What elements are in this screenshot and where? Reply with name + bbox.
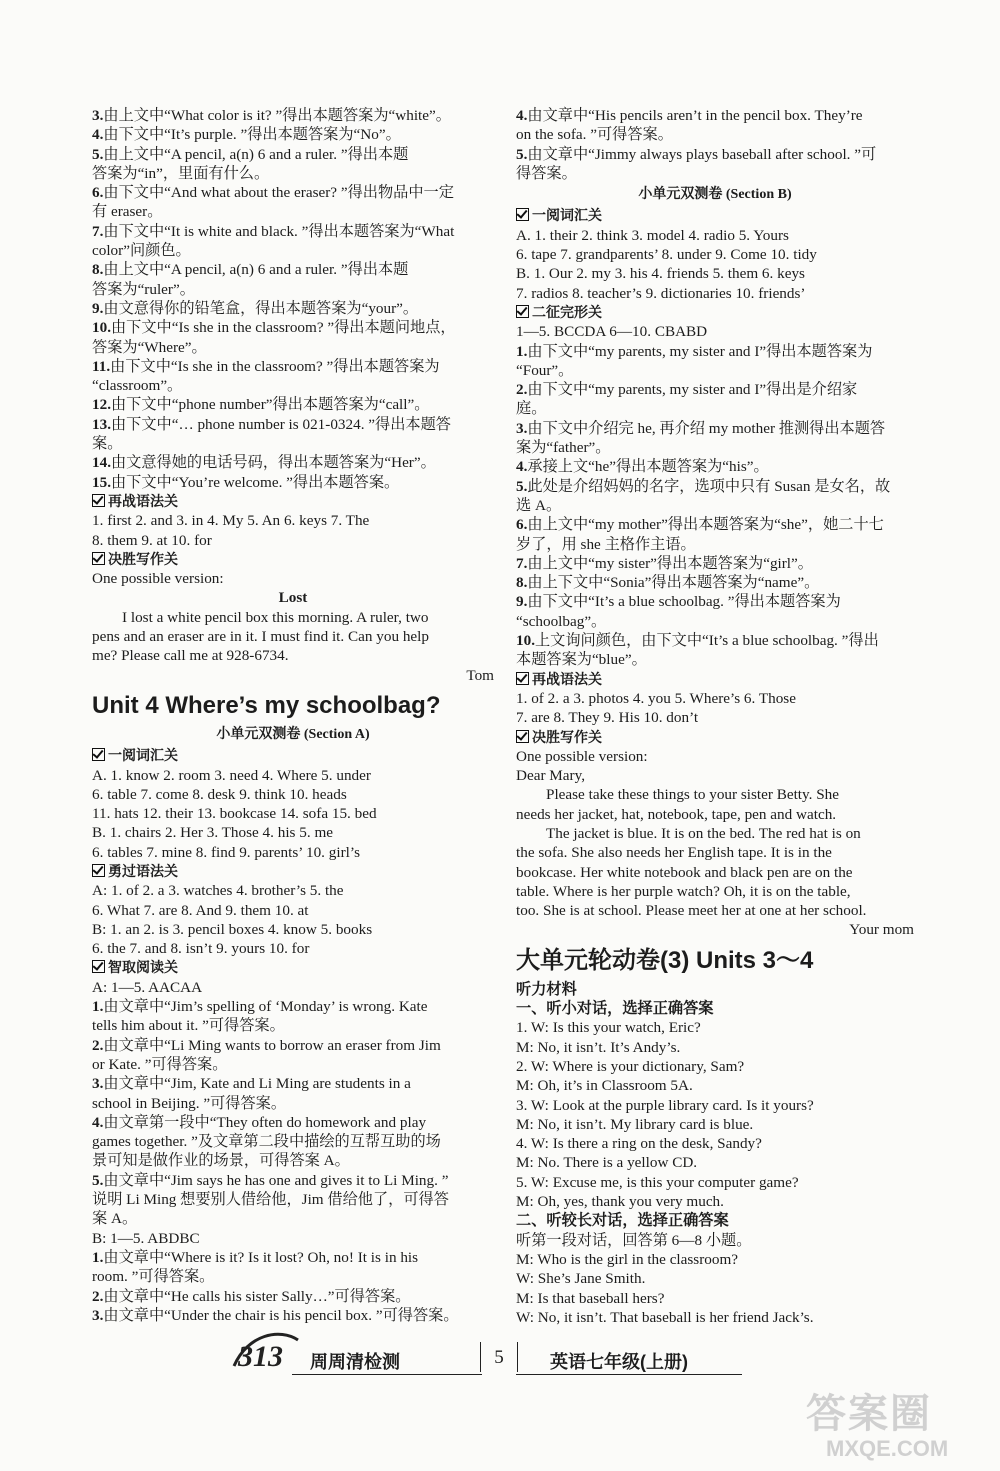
text-line: needs her jacket, hat, notebook, tape, pen and watch. bbox=[516, 805, 837, 823]
text-line: A: 1. of 2. a 3. watches 4. brother’s 5. the bbox=[92, 882, 344, 900]
text-line: “classroom”。 bbox=[92, 377, 183, 395]
item-number: 2. bbox=[92, 1036, 104, 1054]
item-text: 由文章中“His pencils aren’t in the pencil box. They’re bbox=[527, 107, 863, 124]
checkbox-icon bbox=[92, 864, 105, 877]
section-heading-text: 二征完形关 bbox=[532, 303, 602, 320]
text-line: 案。 bbox=[92, 435, 123, 453]
text-line: 6. tables 7. mine 8. find 9. parents’ 10. girl’s bbox=[92, 843, 360, 861]
text-line: M: Is that baseball hers? bbox=[516, 1289, 665, 1307]
item-text: 由文章中“Jimmy always plays baseball after school. ”可 bbox=[527, 145, 877, 163]
section-heading bbox=[92, 492, 494, 511]
item-text: 由下文中“… phone number is 021-0324. ”得出本题答 bbox=[110, 415, 451, 433]
text-line: 答案为“Where”。 bbox=[92, 338, 207, 356]
item-number: 2. bbox=[516, 381, 528, 399]
text-line: pens and an eraser are in it. I must find it. Can you help bbox=[92, 628, 429, 646]
item-text: 由下文中“Is she in the classroom? ”得出本题答案为 bbox=[110, 357, 440, 375]
text-line: 选 A。 bbox=[516, 496, 562, 514]
text-line: B: 1. an 2. is 3. pencil boxes 4. know 5. books bbox=[92, 920, 373, 938]
text-line: 听第一段对话，回答第 6—8 小题。 bbox=[516, 1231, 752, 1249]
text-line: too. She is at school. Please meet her at one at her school. bbox=[516, 902, 867, 920]
text-line: 5. W: Excuse me, is this your computer game? bbox=[516, 1173, 799, 1191]
text-line: color”问颜色。 bbox=[92, 242, 191, 260]
item-number: 2. bbox=[92, 1287, 104, 1305]
text-line bbox=[516, 573, 914, 592]
section-heading bbox=[92, 958, 494, 977]
item-number: 4. bbox=[92, 126, 104, 144]
logo-text: 313 bbox=[238, 1340, 283, 1373]
item-text: 由文章中“Jim, Kate and Li Ming are students in a bbox=[103, 1075, 411, 1093]
item-number: 6. bbox=[92, 184, 104, 202]
text-line: M: No, it isn’t. It’s Andy’s. bbox=[516, 1038, 681, 1056]
text-line bbox=[92, 473, 494, 492]
text-line bbox=[92, 299, 494, 318]
text-line: B. 1. chairs 2. Her 3. Those 4. his 5. me bbox=[92, 824, 333, 842]
item-text: 由上下文中“Sonia”得出本题答案为“name”。 bbox=[527, 574, 820, 592]
checkbox-icon bbox=[92, 494, 105, 507]
item-number: 1. bbox=[92, 1248, 104, 1266]
text-line bbox=[92, 1248, 494, 1267]
item-text: 承接上文“he”得出本题答案为“his”。 bbox=[527, 458, 769, 476]
checkbox-icon bbox=[92, 960, 105, 973]
checkbox-icon bbox=[92, 552, 105, 565]
item-number: 1. bbox=[516, 342, 528, 360]
item-text: 由文章中“Jim says he has one and gives it to Li Ming. ” bbox=[103, 1171, 449, 1189]
footer-right-label: 英语七年级(上册) bbox=[550, 1352, 688, 1372]
item-number: 3. bbox=[92, 1306, 104, 1324]
section-heading-text: 一阅词汇关 bbox=[108, 747, 178, 764]
text-line bbox=[92, 125, 494, 144]
text-line: B. 1. Our 2. my 3. his 4. friends 5. them 6. keys bbox=[516, 265, 805, 283]
signature: Your mom bbox=[849, 921, 914, 939]
item-number: 10. bbox=[516, 632, 535, 650]
text-line: One possible version: bbox=[516, 747, 648, 765]
item-text: 由文章中“Under the chair is his pencil box. ”可得答案。 bbox=[103, 1306, 459, 1324]
item-text: 由下文中“phone number”得出本题答案为“call”。 bbox=[110, 396, 430, 414]
text-line bbox=[92, 1171, 494, 1190]
item-number: 10. bbox=[92, 319, 111, 337]
item-number: 12. bbox=[92, 396, 111, 414]
text-line bbox=[516, 477, 914, 496]
text-line: M: No, it isn’t. My library card is blue. bbox=[516, 1115, 754, 1133]
text-line: 7. radios 8. teacher’s 9. dictionaries 10. friends’ bbox=[516, 284, 806, 302]
text-line: 有 eraser。 bbox=[92, 203, 163, 221]
text-line: on the sofa. ”可得答案。 bbox=[516, 126, 673, 144]
text-line: W: She’s Jane Smith. bbox=[516, 1270, 646, 1288]
text-line bbox=[92, 106, 494, 125]
text-line bbox=[516, 631, 914, 650]
text-line: One possible version: bbox=[92, 570, 224, 588]
text-line: 答案为“ruler”。 bbox=[92, 280, 195, 298]
item-text: 由下文中“And what about the eraser? ”得出物品中一定 bbox=[103, 184, 454, 202]
item-number: 4. bbox=[516, 458, 528, 476]
item-number: 3. bbox=[516, 419, 528, 437]
text-line: or Kate. ”可得答案。 bbox=[92, 1055, 228, 1073]
text-line bbox=[516, 380, 914, 399]
item-number: 7. bbox=[92, 222, 104, 240]
item-number: 4. bbox=[516, 107, 528, 124]
item-text: 由下文中“Is she in the classroom? ”得出本题问地点， bbox=[110, 319, 456, 337]
item-text: 由文章第一段中“They often do homework and play bbox=[103, 1113, 427, 1131]
text-line: 本题答案为“blue”。 bbox=[516, 651, 647, 669]
text-line: A. 1. their 2. think 3. model 4. radio 5. Yours bbox=[516, 226, 789, 244]
left-column bbox=[92, 106, 494, 1325]
text-line: B: 1—5. ABDBC bbox=[92, 1229, 200, 1247]
logo-313-icon bbox=[228, 1326, 302, 1378]
item-text: 由上文中“A pencil, a(n) 6 and a ruler. ”得出本题 bbox=[103, 261, 409, 279]
item-number: 13. bbox=[92, 415, 111, 433]
text-line bbox=[516, 554, 914, 573]
page-footer bbox=[232, 1338, 752, 1382]
text-line: 说明 Li Ming 想要别人借给他，Jim 借给他了，可得答 bbox=[92, 1191, 449, 1209]
section-heading bbox=[516, 728, 914, 747]
checkbox-icon bbox=[516, 305, 529, 318]
signature: Tom bbox=[466, 666, 494, 684]
text-line: 1. first 2. and 3. in 4. My 5. An 6. keys 7. The bbox=[92, 512, 370, 530]
text-line bbox=[92, 997, 494, 1016]
item-text: 由文章中“Jim’s spelling of ‘Monday’ is wrong. Kate bbox=[103, 998, 428, 1016]
item-number: 9. bbox=[516, 593, 528, 611]
item-number: 11. bbox=[92, 357, 111, 375]
watermark-line2: MXQE.COM bbox=[826, 1436, 949, 1461]
unit-title: 大单元轮动卷(3) Units 3～4 bbox=[516, 946, 814, 974]
text-line bbox=[92, 1113, 494, 1132]
section-heading bbox=[92, 550, 494, 569]
text-line bbox=[92, 1036, 494, 1055]
text-line: games together. ”及文章第二段中描绘的互帮互助的场 bbox=[92, 1133, 441, 1151]
item-text: 由上文中“A pencil, a(n) 6 and a ruler. ”得出本题 bbox=[103, 145, 409, 163]
text-line: 1. W: Is this your watch, Eric? bbox=[516, 1019, 701, 1037]
text-line bbox=[92, 318, 494, 337]
footer-rule-left bbox=[292, 1374, 482, 1375]
text-line: M: Who is the girl in the classroom? bbox=[516, 1250, 739, 1268]
text-line: 案为“father”。 bbox=[516, 439, 611, 457]
item-text: 上文询问颜色，由下文中“It’s a blue schoolbag. ”得出 bbox=[534, 632, 879, 650]
item-text: 由下文中“You’re welcome. ”得出本题答案。 bbox=[110, 473, 400, 491]
text-line: W: No, it isn’t. That baseball is her friend Jack’s. bbox=[516, 1308, 814, 1326]
checkbox-icon bbox=[516, 672, 529, 685]
text-line: 案 A。 bbox=[92, 1210, 138, 1228]
text-line: 2. W: Where is your dictionary, Sam? bbox=[516, 1057, 745, 1075]
text-line: the sofa. She also needs her English tape. It is in the bbox=[516, 844, 832, 862]
checkbox-icon bbox=[92, 748, 105, 761]
checkbox-icon bbox=[516, 730, 529, 743]
text-line: A: 1—5. AACAA bbox=[92, 978, 203, 996]
footer-rule-right bbox=[516, 1374, 742, 1375]
text-line: M: Oh, it’s in Classroom 5A. bbox=[516, 1077, 693, 1095]
text-line bbox=[516, 592, 914, 611]
item-number: 1. bbox=[92, 998, 104, 1016]
item-number: 3. bbox=[92, 1075, 104, 1093]
text-line: 6. table 7. come 8. desk 9. think 10. heads bbox=[92, 785, 347, 803]
section-heading bbox=[516, 670, 914, 689]
section-heading bbox=[92, 746, 494, 765]
text-line: room. ”可得答案。 bbox=[92, 1268, 215, 1286]
text-line: M: Oh, yes, thank you very much. bbox=[516, 1193, 724, 1211]
text-line: A. 1. know 2. room 3. need 4. Where 5. under bbox=[92, 766, 371, 784]
text-line: The jacket is blue. It is on the bed. The red hat is on bbox=[546, 824, 861, 842]
text-line bbox=[516, 145, 914, 164]
item-number: 8. bbox=[516, 574, 528, 592]
section-heading-text: 一阅词汇关 bbox=[532, 207, 602, 224]
text-line: 得答案。 bbox=[516, 164, 577, 182]
item-number: 8. bbox=[92, 261, 104, 279]
text-line: tells him about it. ”可得答案。 bbox=[92, 1017, 285, 1035]
text-line: Please take these things to your sister Betty. She bbox=[546, 786, 840, 804]
sub-title: 小单元双测卷 (Section B) bbox=[638, 187, 792, 203]
watermark-line1: 答案圈 bbox=[806, 1392, 932, 1436]
text-line: 11. hats 12. their 13. bookcase 14. sofa 15. bed bbox=[92, 805, 377, 823]
item-text: 由文意得你的铅笔盒，得出本题答案为“your”。 bbox=[103, 299, 419, 317]
text-line: “Four”。 bbox=[516, 361, 574, 379]
text-line: 岁了，用 she 主格作主语。 bbox=[516, 535, 696, 553]
unit-title: Unit 4 Where’s my schoolbag? bbox=[92, 691, 441, 719]
item-text: 由下文中“my parents, my sister and I”得出是介绍家 bbox=[527, 381, 858, 399]
text-line: 6. the 7. and 8. isn’t 9. yours 10. for bbox=[92, 940, 310, 958]
bold-line: 听力材料 bbox=[516, 980, 577, 998]
text-line: 1—5. BCCDA 6—10. CBABD bbox=[516, 323, 708, 341]
item-number: 3. bbox=[92, 107, 104, 124]
text-line bbox=[92, 1287, 494, 1306]
item-number: 5. bbox=[92, 1171, 104, 1189]
text-line bbox=[516, 419, 914, 438]
text-line bbox=[92, 395, 494, 414]
text-line: 6. tape 7. grandparents’ 8. under 9. Come 10. tidy bbox=[516, 246, 817, 264]
item-number: 6. bbox=[516, 516, 528, 534]
item-text: 此处是介绍妈妈的名字，选项中只有 Susan 是女名，故 bbox=[527, 477, 891, 495]
section-heading-text: 再战语法关 bbox=[532, 670, 602, 687]
text-line: me? Please call me at 928-6734. bbox=[92, 647, 289, 665]
text-line: “schoolbag”。 bbox=[516, 612, 607, 630]
item-text: 由文意得她的电话号码，得出本题答案为“Her”。 bbox=[110, 454, 436, 472]
text-line: 4. W: Is there a ring on the desk, Sandy? bbox=[516, 1135, 762, 1153]
item-number: 14. bbox=[92, 454, 111, 472]
watermark bbox=[806, 1392, 976, 1466]
footer-left-label: 周周清检测 bbox=[310, 1352, 400, 1372]
text-line: school in Beijing. ”可得答案。 bbox=[92, 1094, 287, 1112]
item-text: 由上文中“my mother”得出本题答案为“she”，她二十七 bbox=[527, 516, 884, 534]
text-line: 景可知是做作业的场景，可得答案 A。 bbox=[92, 1152, 350, 1170]
text-line bbox=[92, 453, 494, 472]
item-number: 4. bbox=[92, 1113, 104, 1131]
text-line bbox=[92, 222, 494, 241]
text-line: 7. are 8. They 9. His 10. don’t bbox=[516, 709, 699, 727]
text-line: Dear Mary, bbox=[516, 767, 586, 785]
text-line: M: No. There is a yellow CD. bbox=[516, 1154, 698, 1172]
item-text: 由下文中“It’s a blue schoolbag. ”得出本题答案为 bbox=[527, 593, 841, 611]
section-heading-text: 勇过语法关 bbox=[108, 862, 178, 879]
item-number: 5. bbox=[516, 145, 528, 163]
text-line bbox=[92, 1306, 494, 1325]
bold-line: 二、听较长对话，选择正确答案 bbox=[516, 1212, 729, 1230]
item-text: 由上文中“my sister”得出本题答案为“girl”。 bbox=[527, 554, 813, 572]
text-line bbox=[516, 106, 914, 125]
page-number: 5 bbox=[480, 1342, 518, 1372]
checkbox-icon bbox=[516, 208, 529, 221]
item-number: 7. bbox=[516, 554, 528, 572]
text-line: 3. W: Look at the purple library card. Is it yours? bbox=[516, 1096, 814, 1114]
text-line: bookcase. Her white notebook and black pen are on the bbox=[516, 863, 853, 881]
text-line bbox=[516, 342, 914, 361]
section-heading bbox=[92, 862, 494, 881]
section-heading-text: 再战语法关 bbox=[108, 492, 178, 509]
text-line bbox=[92, 415, 494, 434]
section-heading-text: 决胜写作关 bbox=[532, 728, 602, 745]
right-column bbox=[516, 106, 914, 1327]
item-text: 由下文中“my parents, my sister and I”得出本题答案为 bbox=[527, 342, 873, 360]
item-number: 9. bbox=[92, 299, 104, 317]
text-line: 答案为“in”，里面有什么。 bbox=[92, 164, 270, 182]
section-heading bbox=[516, 303, 914, 322]
text-line bbox=[92, 1074, 494, 1093]
text-line bbox=[92, 260, 494, 279]
item-text: 由文章中“He calls his sister Sally…”可得答案。 bbox=[103, 1287, 411, 1305]
text-line: 8. them 9. at 10. for bbox=[92, 531, 212, 549]
text-line bbox=[92, 145, 494, 164]
item-number: 5. bbox=[92, 145, 104, 163]
section-heading-text: 智取阅读关 bbox=[108, 959, 178, 976]
text-line: 1. of 2. a 3. photos 4. you 5. Where’s 6. Those bbox=[516, 689, 796, 707]
sub-title: 小单元双测卷 (Section A) bbox=[216, 726, 370, 742]
item-text: 由上文中“What color is it? ”得出本题答案为“white”。 bbox=[103, 107, 451, 124]
bold-line: 一、听小对话，选择正确答案 bbox=[516, 1000, 714, 1018]
section-heading bbox=[516, 206, 914, 225]
passage-title: Lost bbox=[278, 589, 308, 607]
item-text: 由下文中“It is white and black. ”得出本题答案为“What bbox=[103, 222, 455, 240]
item-text: 由下文中“It’s purple. ”得出本题答案为“No”。 bbox=[103, 126, 401, 144]
text-line: 6. What 7. are 8. And 9. them 10. at bbox=[92, 901, 309, 919]
text-line bbox=[516, 457, 914, 476]
item-number: 5. bbox=[516, 477, 528, 495]
item-number: 15. bbox=[92, 473, 111, 491]
text-line: I lost a white pencil box this morning. A ruler, two bbox=[122, 608, 429, 626]
item-text: 由下文中介绍完 he, 再介绍 my mother 推测得出本题答 bbox=[527, 419, 886, 437]
item-text: 由文章中“Li Ming wants to borrow an eraser from Jim bbox=[103, 1036, 441, 1054]
text-line: table. Where is her purple watch? Oh, it is on the table, bbox=[516, 882, 851, 900]
section-heading-text: 决胜写作关 bbox=[108, 550, 178, 567]
text-line: 庭。 bbox=[516, 400, 547, 418]
text-line bbox=[92, 183, 494, 202]
item-text: 由文章中“Where is it? Is it lost? Oh, no! It is in his bbox=[103, 1248, 419, 1266]
text-line bbox=[516, 515, 914, 534]
text-line bbox=[92, 357, 494, 376]
